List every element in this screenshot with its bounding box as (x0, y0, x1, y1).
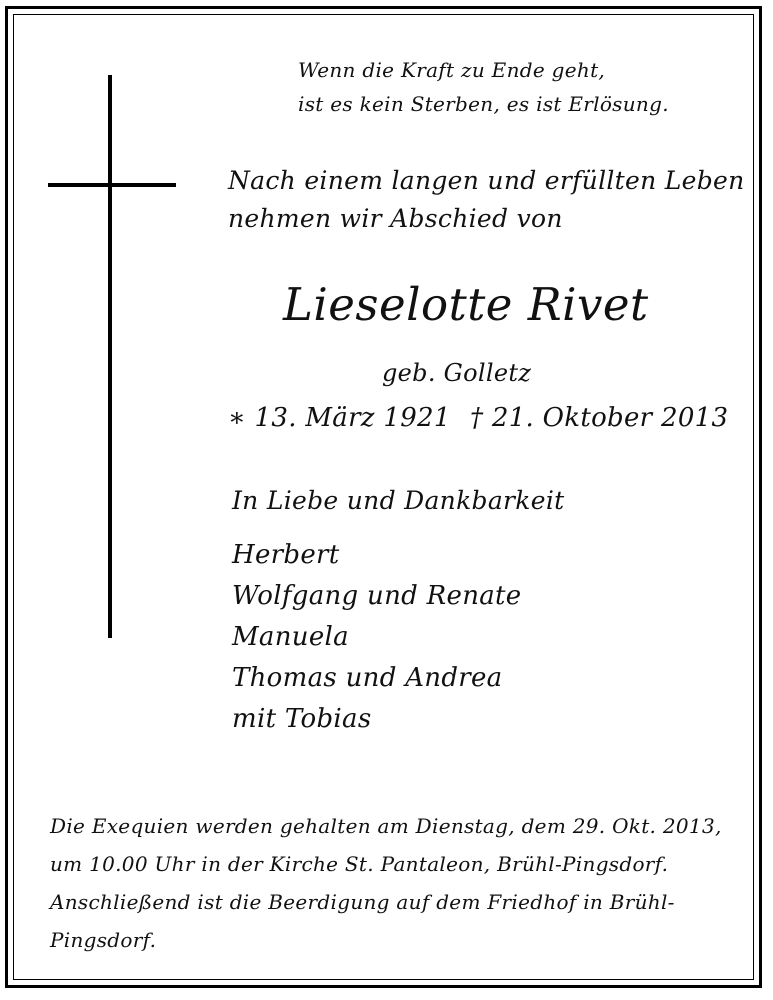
funeral-notice-line: Pingsdorf. (50, 928, 157, 952)
cross-vertical-bar (108, 75, 112, 638)
intro-line-2: nehmen wir Abschied von (228, 204, 563, 233)
funeral-notice-line: Die Exequien werden gehalten am Dienstag, dem 29. Okt. 2013, (50, 814, 722, 838)
cross-horizontal-bar (48, 183, 176, 187)
funeral-notice-line: um 10.00 Uhr in der Kirche St. Pantaleon, Brühl-Pingsdorf. (50, 852, 669, 876)
family-member: Thomas und Andrea (232, 663, 503, 693)
family-member: Manuela (232, 622, 349, 652)
thanks-line: In Liebe und Dankbarkeit (232, 486, 565, 515)
motto-line-1: Wenn die Kraft zu Ende geht, (298, 58, 606, 82)
motto-line-2: ist es kein Sterben, es ist Erlösung. (298, 92, 669, 116)
intro-line-1: Nach einem langen und erfüllten Leben (228, 166, 745, 195)
death-date: † 21. Oktober 2013 (470, 403, 729, 433)
family-member: mit Tobias (232, 704, 372, 734)
maiden-name: geb. Golletz (382, 359, 532, 387)
family-member: Wolfgang und Renate (232, 581, 522, 611)
family-member: Herbert (232, 540, 340, 570)
funeral-notice-line: Anschließend ist die Beerdigung auf dem Friedhof in Brühl- (50, 890, 675, 914)
deceased-name: Lieselotte Rivet (283, 278, 649, 331)
birth-date: ∗ 13. März 1921 (228, 403, 451, 433)
